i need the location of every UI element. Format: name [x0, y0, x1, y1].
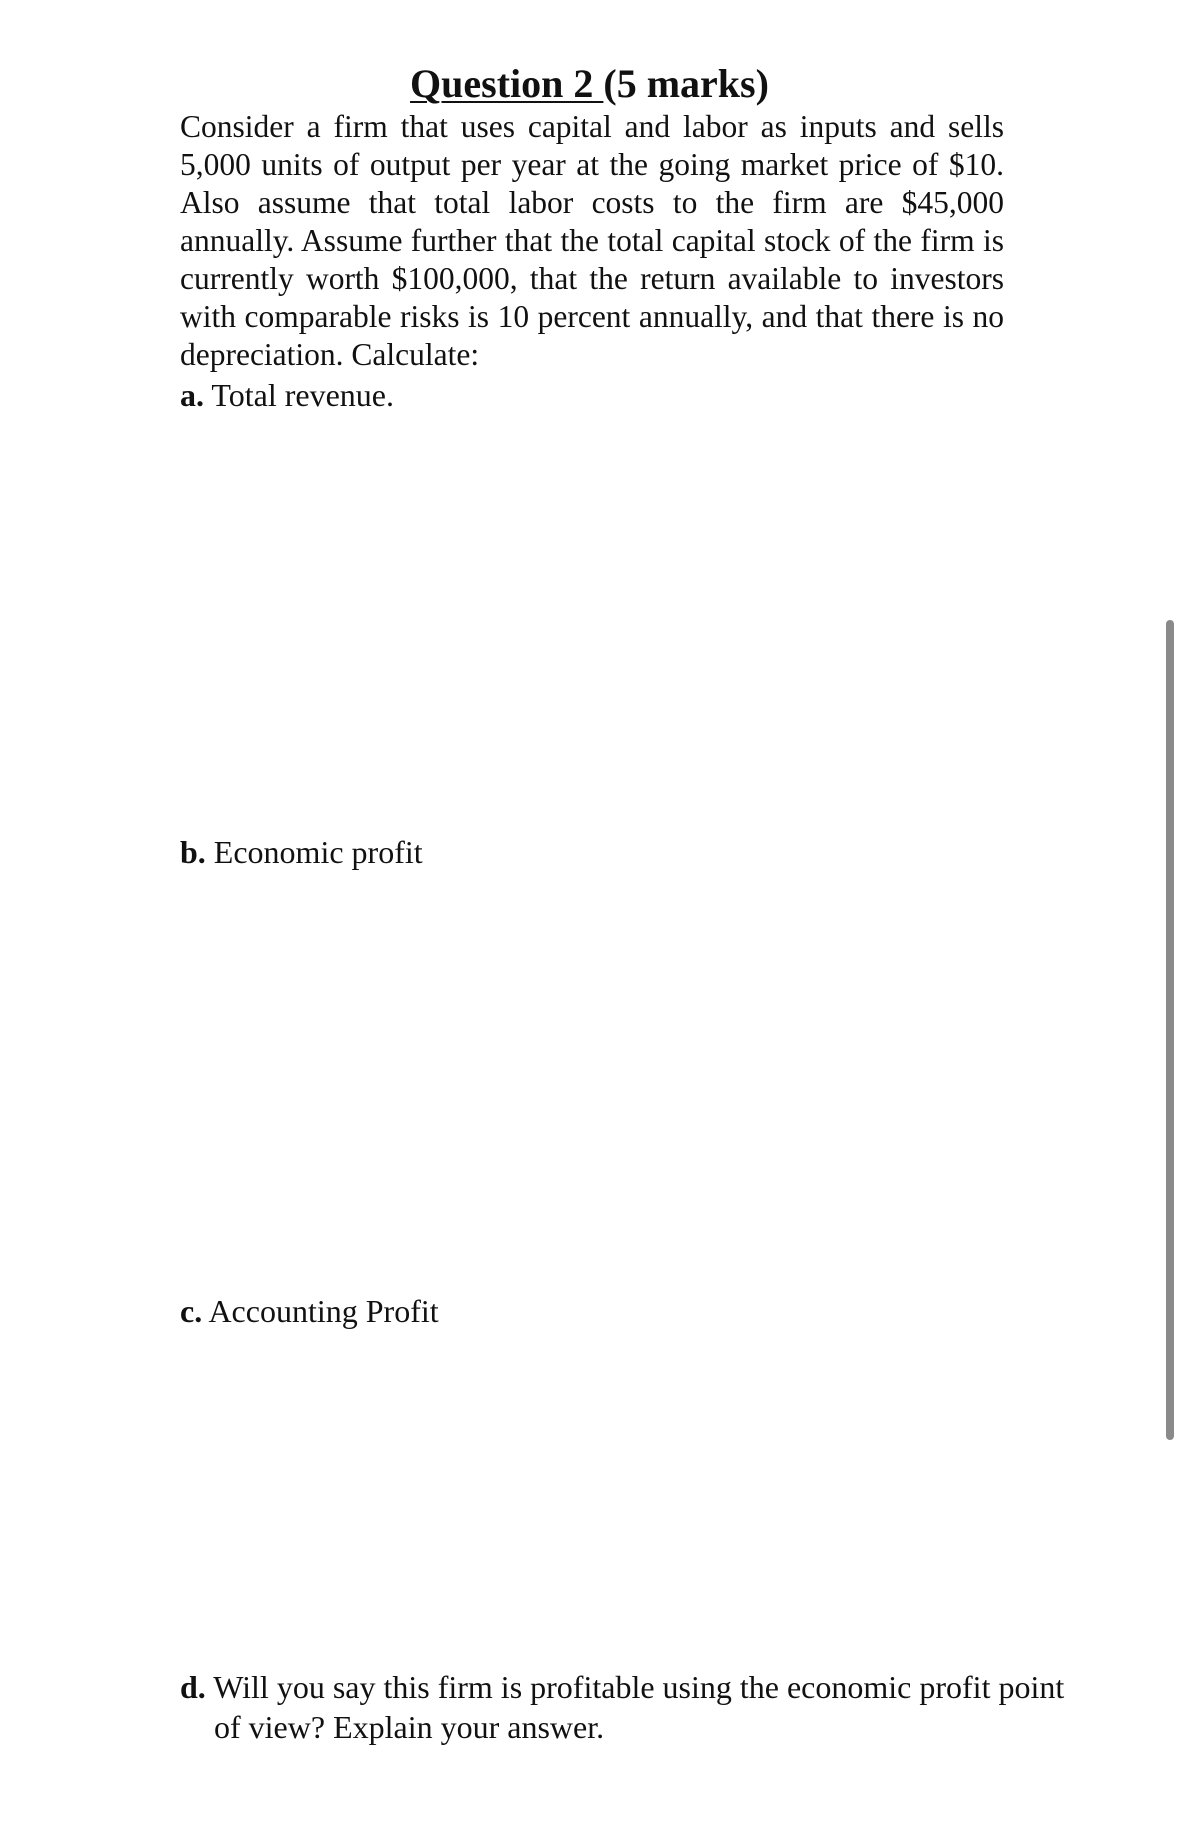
sub-question-label: c.: [180, 1293, 203, 1329]
sub-question-b: [180, 832, 423, 872]
sub-question-text: Accounting Profit: [202, 1293, 439, 1329]
sub-question-c: [180, 1291, 439, 1331]
sub-question-label: b.: [180, 834, 206, 870]
sub-question-label: d.: [180, 1669, 206, 1705]
scrollbar-thumb[interactable]: [1166, 620, 1174, 1440]
sub-question-text: Will you say this firm is profitable using the economic profit point of view? Explain your answer.: [205, 1669, 1065, 1745]
question-intro: Consider a firm that uses capital and labor as inputs and sells 5,000 units of output per year at the going market price of $10. Also assume that total labor costs to the firm are $45,000 annually. Assume further that the total capital stock of the firm is currently worth $100,000, that the return available to investors with comparable risks is 10 percent annually, and that there is no depreciation. Calculate:: [180, 109, 1004, 372]
sub-question-a: [180, 375, 394, 415]
sub-question-text: Economic profit: [205, 834, 423, 870]
sub-question-text: Total revenue.: [204, 377, 394, 413]
sub-question-label: a.: [180, 377, 204, 413]
question-number: Question 2: [410, 61, 604, 106]
question-title: [0, 58, 1179, 110]
question-marks: (5 marks): [603, 61, 769, 106]
sub-question-d: [180, 1667, 1074, 1747]
